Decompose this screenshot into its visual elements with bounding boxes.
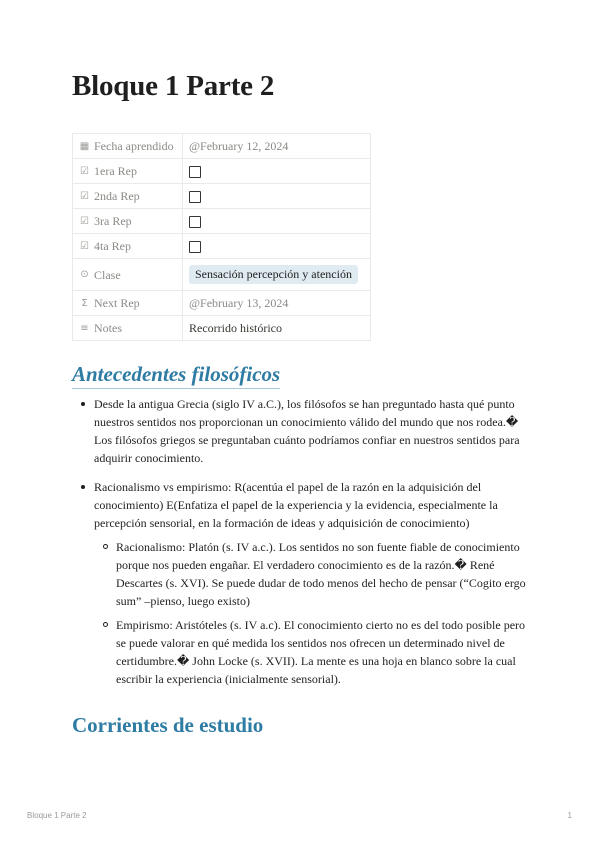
properties-table	[72, 133, 371, 341]
property-label: Clase	[94, 267, 121, 282]
property-row-fecha-aprendido	[73, 134, 371, 159]
nested-list-item: Empirismo: Aristóteles (s. IV a.c). El conocimiento cierto no es del todo posible pero se puede valorar en qué medida los sentidos nos ofrecen un determinado nivel de certidumbre.� John Locke (s. XVII). La mente es una hoja en blanco sobre la cual escribir la experiencia (inicialmente sensorial).	[116, 616, 532, 688]
checkbox-4ta-rep[interactable]	[189, 241, 201, 253]
property-row-2nda-rep	[73, 184, 371, 209]
select-icon: ⊙	[80, 269, 89, 281]
checkbox-2nda-rep[interactable]	[189, 191, 201, 203]
property-row-clase	[73, 259, 371, 291]
property-label: 4ta Rep	[94, 238, 131, 253]
section-heading-antecedentes: Antecedentes filosóficos	[72, 362, 280, 389]
section-heading-corrientes: Corrientes de estudio	[72, 713, 264, 737]
property-row-4ta-rep	[73, 234, 371, 259]
property-value-date[interactable]: @February 12, 2024	[183, 134, 371, 159]
checkbox-3ra-rep[interactable]	[189, 216, 201, 228]
property-value-next-rep: @February 13, 2024	[183, 291, 371, 316]
checkbox-icon: ☑	[80, 240, 89, 252]
clase-tag[interactable]: Sensación percepción y atención	[189, 265, 358, 284]
page-number: 1	[567, 811, 572, 820]
property-label: Notes	[94, 320, 122, 335]
section-content	[72, 395, 532, 699]
property-label: Fecha aprendido	[94, 138, 174, 153]
bullet-list	[72, 395, 532, 688]
list-item	[94, 478, 532, 688]
property-value-notes[interactable]: Recorrido histórico	[183, 316, 371, 341]
list-item-text: Racionalismo vs empirismo: R(acentúa el papel de la razón en la adquisición del conocimiento) E(Enfatiza el papel de la experiencia y la evidencia, especialmente la percepción sensorial, en la formación de ideas y adquisición de conocimiento)	[94, 480, 498, 530]
property-row-notes	[73, 316, 371, 341]
property-label: 3ra Rep	[94, 213, 132, 228]
property-label: Next Rep	[94, 295, 140, 310]
checkbox-icon: ☑	[80, 215, 89, 227]
text-lines-icon: ≡	[80, 322, 89, 334]
property-label: 1era Rep	[94, 163, 137, 178]
footer-title: Bloque 1 Parte 2	[27, 811, 87, 820]
page-title: Bloque 1 Parte 2	[72, 70, 275, 102]
property-label: 2nda Rep	[94, 188, 140, 203]
checkbox-icon: ☑	[80, 190, 89, 202]
property-row-next-rep	[73, 291, 371, 316]
property-row-3ra-rep	[73, 209, 371, 234]
nested-bullet-list	[94, 538, 532, 688]
checkbox-1era-rep[interactable]	[189, 166, 201, 178]
nested-list-item: Racionalismo: Platón (s. IV a.c.). Los sentidos no son fuente fiable de conocimiento porque nos pueden engañar. El verdadero conocimiento es de la razón.� René Descartes (s. XVI). Se puede dudar de todo menos del hecho de pensar (“Cogito ergo sum” –pienso, luego existo)	[116, 538, 532, 610]
checkbox-icon: ☑	[80, 165, 89, 177]
calendar-icon: ▦	[79, 140, 90, 152]
list-item: Desde la antigua Grecia (siglo IV a.C.), los filósofos se han preguntado hasta qué punto nuestros sentidos nos proporcionan un conocimiento válido del mundo que nos rodea.� Los filósofos griegos se preguntaban cuánto podríamos confiar en nuestros sentidos para adquirir conocimiento.	[94, 395, 532, 467]
formula-icon: Σ	[81, 297, 88, 309]
property-row-1era-rep	[73, 159, 371, 184]
